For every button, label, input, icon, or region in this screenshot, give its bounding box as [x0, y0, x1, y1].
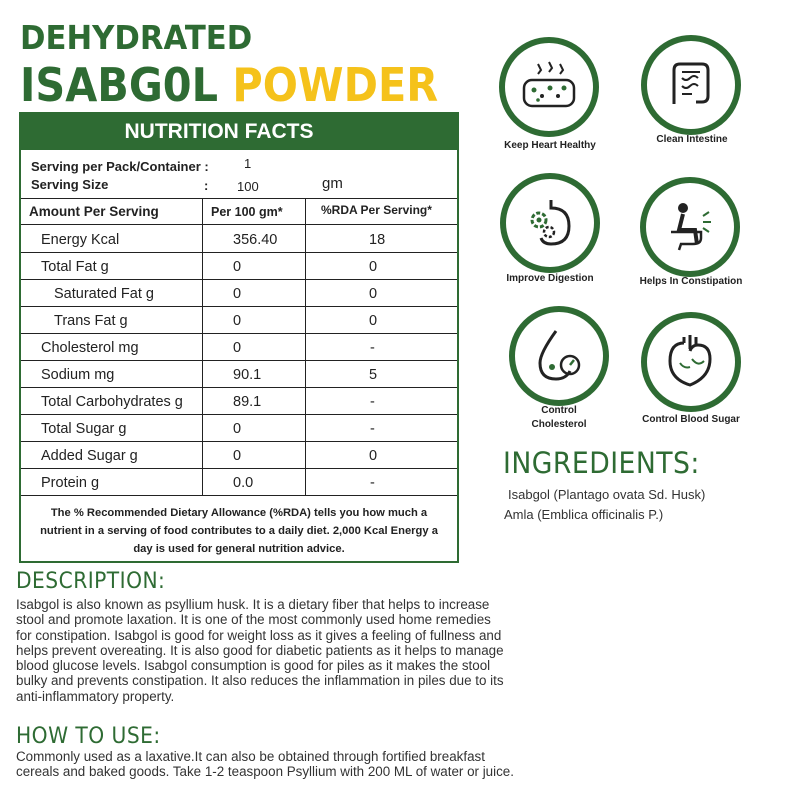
nutrient-rda: 0	[369, 448, 378, 464]
column-header-rda: %RDA Per Serving*	[321, 203, 432, 217]
table-column-divider	[202, 198, 203, 495]
nutrient-name: Added Sugar g	[41, 448, 138, 464]
table-divider	[21, 414, 457, 415]
description-line: Isabgol is also known as psyllium husk. It is a dietary fiber that helps to increase	[16, 597, 490, 612]
title-product-type: POWDER	[232, 58, 439, 112]
drop-gauge-icon	[530, 327, 588, 385]
benefit-label-line-2: Cholesterol	[531, 419, 587, 430]
benefit-label: Improve Digestion	[506, 273, 594, 284]
nutrient-rda: -	[370, 421, 375, 437]
how-to-use-title: HOW TO USE:	[16, 724, 161, 749]
table-divider	[21, 252, 457, 253]
nutrient-name: Cholesterol mg	[41, 340, 139, 356]
description-line: bulky and prevents constipation. It also reduces the inflammation in piles due to its	[16, 673, 504, 689]
nutrient-name: Trans Fat g	[54, 313, 128, 329]
nutrient-per100: 0	[233, 340, 242, 356]
nutrient-name: Sodium mg	[41, 367, 115, 383]
helps-in-constipation-badge	[640, 177, 740, 277]
ingredient-item: Isabgol (Plantago ovata Sd. Husk)	[508, 487, 706, 502]
nutrient-per100: 0	[233, 286, 242, 302]
nutrient-name: Total Carbohydrates g	[41, 394, 183, 410]
heart-icon	[662, 333, 720, 391]
nutrient-name: Total Sugar g	[41, 421, 127, 437]
nutrient-rda: 0	[369, 313, 378, 329]
nutrient-name: Energy Kcal	[41, 232, 120, 248]
serving-size-unit: gm	[322, 175, 343, 192]
benefit-label: Clean Intestine	[656, 134, 728, 145]
serving-pack-value: 1	[244, 156, 252, 171]
nutrition-facts-panel	[19, 112, 459, 563]
nutrient-per100: 356.40	[233, 232, 278, 248]
table-divider	[21, 387, 457, 388]
table-divider	[21, 495, 457, 496]
table-divider	[21, 279, 457, 280]
nutrient-rda: -	[370, 340, 375, 356]
control-cholesterol-badge	[509, 306, 609, 406]
serving-size-value: 100	[237, 179, 259, 194]
nutrient-per100: 0	[233, 259, 242, 275]
benefit-label-cholesterol	[499, 404, 619, 432]
nutrient-name: Protein g	[41, 475, 100, 491]
nutrient-rda: 0	[369, 259, 378, 275]
benefit-label: Keep Heart Healthy	[504, 140, 596, 151]
benefit-label-line-1: Control	[541, 405, 577, 416]
table-divider	[21, 360, 457, 361]
table-divider	[21, 198, 457, 199]
intestine-particles-icon	[520, 58, 578, 116]
toilet-person-icon	[661, 198, 719, 256]
ingredient-item: Amla (Emblica officinalis P.)	[504, 507, 664, 522]
keep-heart-healthy-badge	[499, 37, 599, 137]
table-column-divider	[305, 198, 306, 495]
description-text	[16, 597, 576, 704]
nutrient-per100: 0	[233, 448, 242, 464]
nutrient-rda: 0	[369, 286, 378, 302]
nutrient-name: Total Fat g	[41, 259, 109, 275]
nutrient-rda: -	[370, 475, 375, 491]
description-line: for constipation. Isabgol is good for weight loss as it gives a feeling of fullness and	[16, 627, 502, 643]
table-divider	[21, 333, 457, 334]
how-to-use-line: Commonly used as a laxative.It can also be obtained through fortified breakfast	[16, 749, 485, 764]
description-line: stool and promote laxation. It is one of the most commonly used home remedies	[16, 612, 491, 628]
rda-footnote: The % Recommended Dietary Allowance (%RDA) tells you how much a nutrient in a serving of food contributes to a daily diet. 2,000 Kcal Energy a day is used for general nutrition advice.	[40, 507, 438, 555]
table-divider	[21, 441, 457, 442]
table-divider	[21, 468, 457, 469]
benefit-label: Control Blood Sugar	[642, 414, 740, 425]
serving-pack-label: Serving per Pack/Container :	[31, 159, 209, 174]
nutrient-per100: 90.1	[233, 367, 262, 383]
title-line-2	[20, 58, 438, 112]
improve-digestion-badge	[500, 173, 600, 273]
how-to-use-line: cereals and baked goods. Take 1-2 teaspoon Psyllium with 200 ML of water or juice.	[16, 764, 514, 780]
clean-intestine-badge	[641, 35, 741, 135]
how-to-use-text	[16, 749, 576, 780]
nutrient-per100: 89.1	[233, 394, 262, 410]
description-line: anti-inflammatory property.	[16, 688, 175, 704]
nutrient-per100: 0.0	[233, 475, 254, 491]
description-line: blood glucose levels. Isabgol consumption is good for piles as it makes the stool	[16, 658, 491, 674]
intestine-icon	[662, 56, 720, 114]
column-header-amount: Amount Per Serving	[29, 204, 159, 219]
table-divider	[21, 306, 457, 307]
nutrient-rda: 5	[369, 367, 378, 383]
title-product-name: ISABG0L	[20, 58, 233, 112]
nutrient-per100: 0	[233, 421, 242, 437]
nutrient-rda: 18	[369, 232, 386, 248]
column-header-per100: Per 100 gm*	[211, 205, 283, 219]
title-line-1: DEHYDRATED	[20, 18, 253, 57]
description-title: DESCRIPTION:	[16, 569, 166, 594]
nutrient-name: Saturated Fat g	[54, 286, 154, 302]
stomach-gears-icon	[521, 194, 579, 252]
nutrient-rda: -	[370, 394, 375, 410]
description-line: helps prevent overeating. It is also good for diabetic patients as it helps to manage	[16, 642, 504, 658]
serving-size-label: Serving Size	[31, 177, 109, 192]
nutrition-facts-heading: NUTRITION FACTS	[21, 114, 457, 150]
serving-size-colon: :	[204, 178, 209, 193]
benefit-label: Helps In Constipation	[639, 276, 743, 287]
ingredients-title: INGREDIENTS:	[503, 446, 700, 480]
table-divider	[21, 224, 457, 225]
nutrient-per100: 0	[233, 313, 242, 329]
control-blood-sugar-badge	[641, 312, 741, 412]
